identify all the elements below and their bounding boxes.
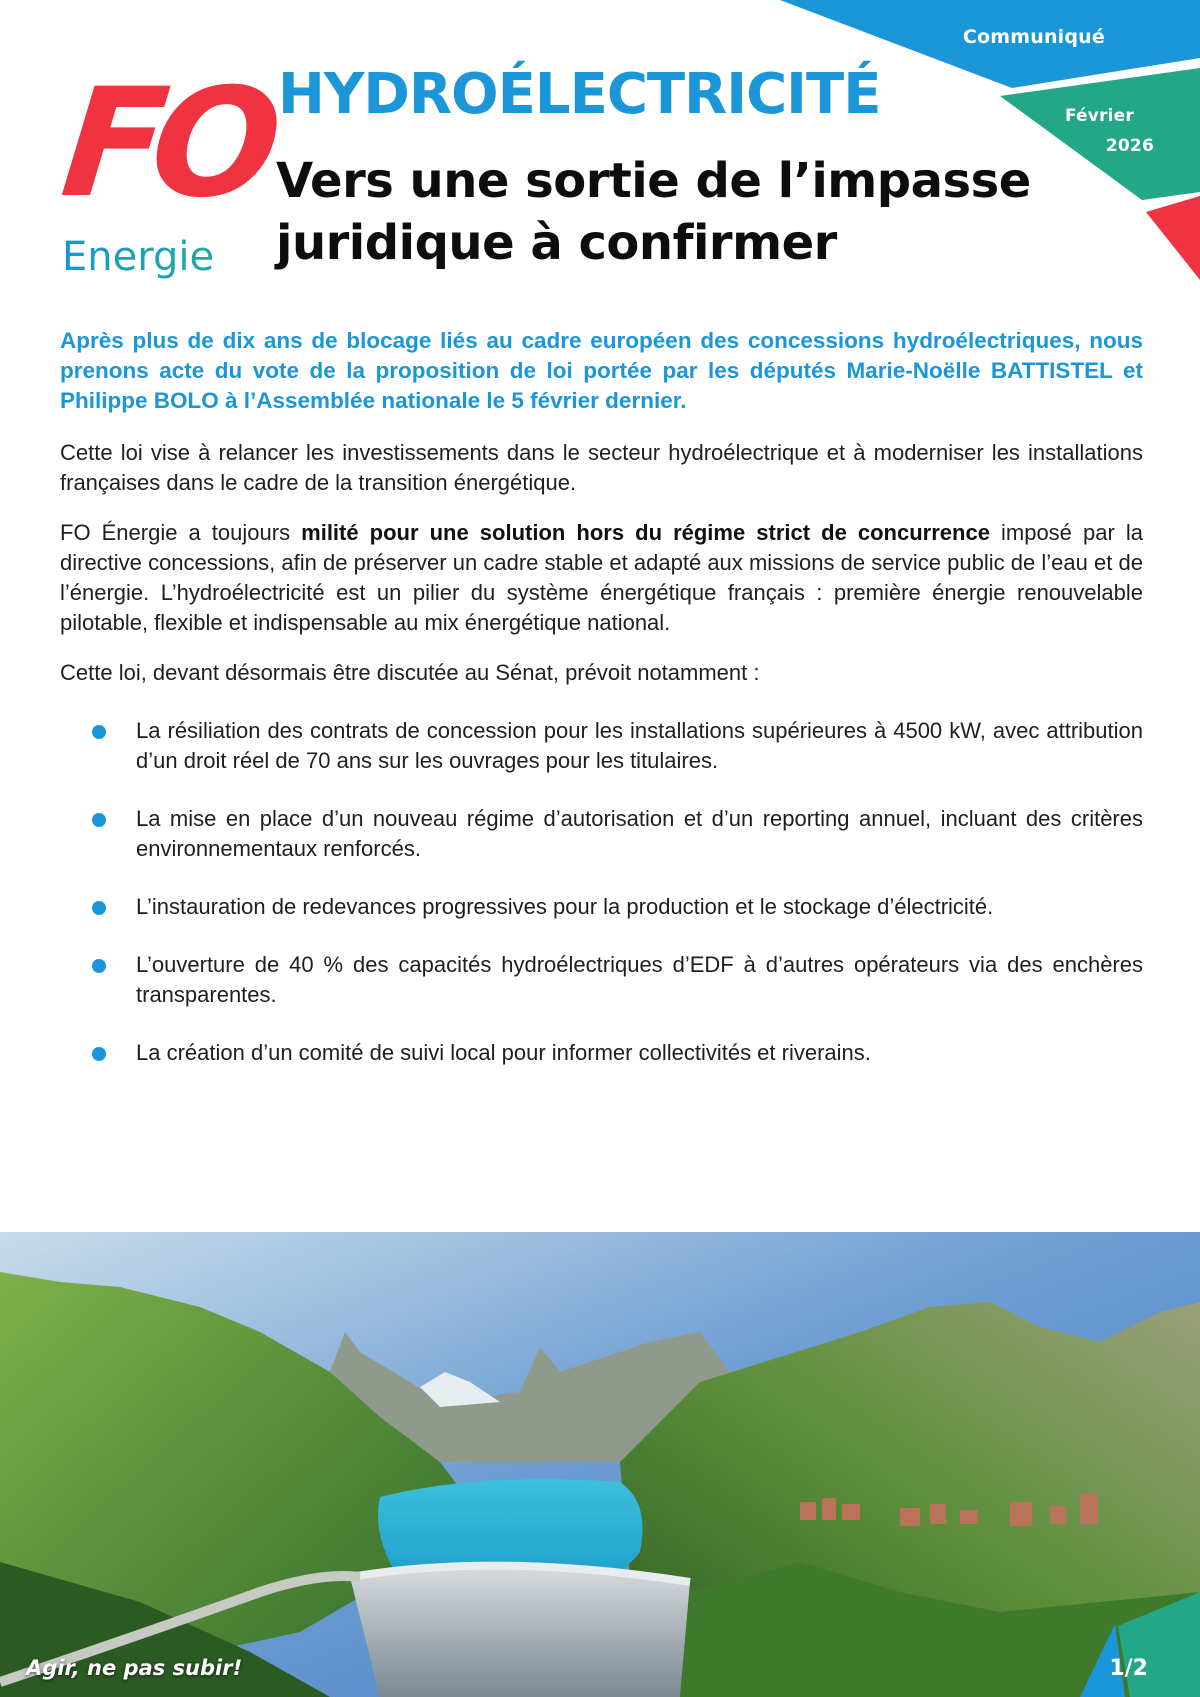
list-item	[92, 716, 1143, 776]
document-type-label: Communiqué	[962, 26, 1105, 48]
bullet-dot-icon	[92, 901, 106, 915]
bullet-dot-icon	[92, 959, 106, 973]
list-item-text: L’ouverture de 40 % des capacités hydroélectriques d’EDF à d’autres opérateurs via des enchères transparentes.	[136, 952, 1143, 1007]
bullet-dot-icon	[92, 813, 106, 827]
page-number: 1/2	[1109, 1656, 1148, 1681]
title-line-2: juridique à confirmer	[276, 215, 837, 271]
slogan: Agir, ne pas subir!	[26, 1656, 243, 1680]
list-item	[92, 1038, 1143, 1068]
provisions-list	[60, 716, 1143, 1068]
logo-subtitle: Energie	[62, 234, 215, 280]
lead-paragraph: Après plus de dix ans de blocage liés au cadre européen des concessions hydroélectriques, nous prenons acte du vote de la proposition de loi portée par les députés Marie-Noëlle BATTISTEL et Philippe BOLO à l’Assemblée nationale le 5 février dernier.	[60, 328, 1143, 413]
list-item	[92, 892, 1143, 922]
date-year: 2026	[1105, 136, 1154, 156]
bullet-dot-icon	[92, 1047, 106, 1061]
list-item	[92, 804, 1143, 864]
paragraph-2-prefix: FO Énergie a toujours	[60, 520, 302, 545]
page-title	[276, 150, 1076, 274]
list-item-text: L’instauration de redevances progressives pour la production et le stockage d’électricité.	[136, 894, 994, 919]
title-kicker: HYDROÉLECTRICITÉ	[278, 62, 881, 127]
list-item-text: La mise en place d’un nouveau régime d’autorisation et d’un reporting annuel, incluant des critères environnementaux renforcés.	[136, 806, 1143, 861]
date-month: Février	[1064, 106, 1134, 126]
paragraph-2-emphasis: milité pour une solution hors du régime strict de concurrence	[301, 520, 990, 545]
paragraph-3: Cette loi, devant désormais être discutée au Sénat, prévoit notamment :	[60, 660, 760, 685]
paragraph-1: Cette loi vise à relancer les investissements dans le secteur hydroélectrique et à moderniser les installations françaises dans le cadre de la transition énergétique.	[60, 440, 1143, 495]
list-item	[92, 950, 1143, 1010]
fo-energie-logo	[54, 57, 276, 284]
logo-mark: FO	[54, 57, 276, 231]
list-item-text: La création d’un comité de suivi local pour informer collectivités et riverains.	[136, 1040, 871, 1065]
title-line-1: Vers une sortie de l’impasse	[276, 153, 1031, 209]
list-item-text: La résiliation des contrats de concession pour les installations supérieures à 4500 kW, avec attribution d’un droit réel de 70 ans sur les ouvrages pour les titulaires.	[136, 718, 1143, 773]
article-body	[60, 326, 1143, 1096]
bullet-dot-icon	[92, 725, 106, 739]
paragraph-2	[60, 518, 1143, 638]
paragraph-2-suffix: imposé par la directive concessions, afin de préserver un cadre stable et adapté aux missions de service public de l’eau et de l’énergie. L’hydroélectricité est un pilier du système énergétique français : première énergie renouvelable pilotable, flexible et indispensable au mix énergétique national.	[60, 520, 1143, 635]
